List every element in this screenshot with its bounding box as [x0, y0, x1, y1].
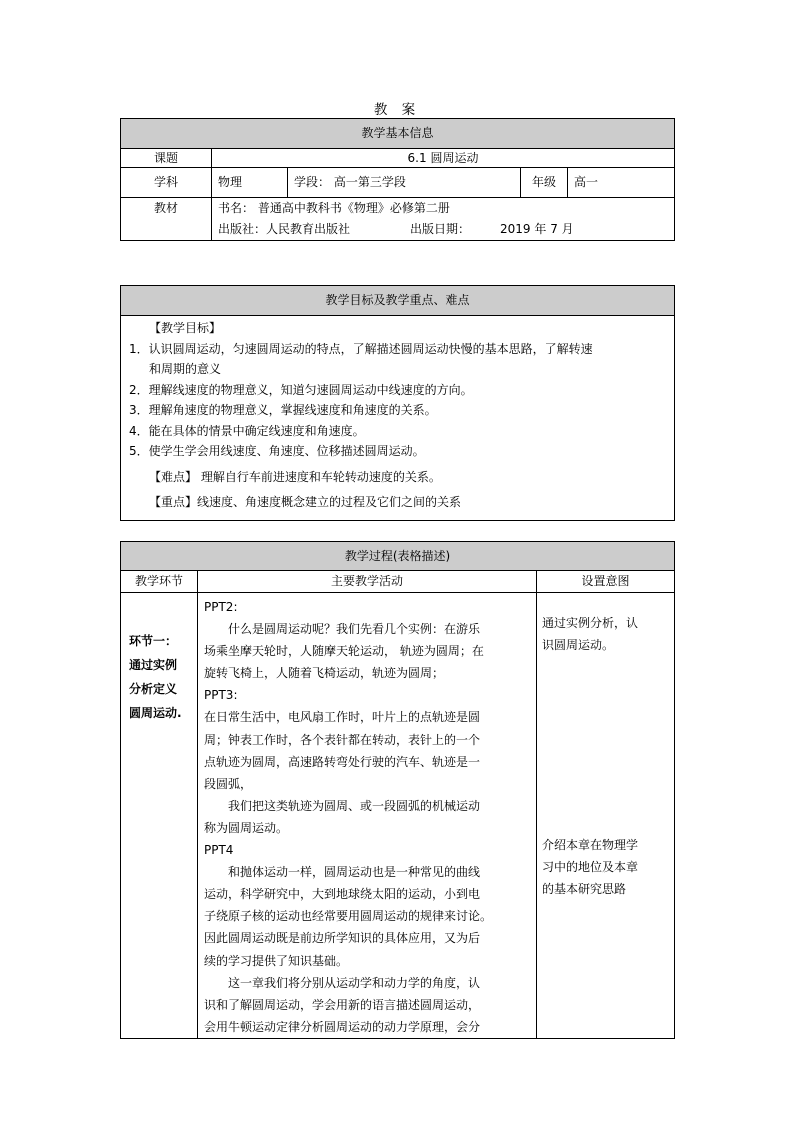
section-line: 通过实例: [129, 658, 178, 672]
goal-item-3: 3．理解角速度的物理意义，掌握线速度和角速度的关系。: [129, 403, 437, 417]
activity-line: 称为圆周运动。: [204, 820, 289, 835]
textbook-label: 教材: [121, 198, 212, 241]
ppt3-label: PPT3:: [204, 688, 238, 703]
activity-line: 我们把这类轨迹为圆周、或一段圆弧的机械运动: [228, 798, 481, 813]
document-title: 教 案: [373, 102, 421, 118]
activity-line: 这一章我们将分别从运动学和动力学的角度，认: [228, 975, 481, 990]
goal-item-1: 1．认识圆周运动，匀速圆周运动的特点，了解描述圆周运动快慢的基本思路，了解转速: [129, 341, 593, 356]
activity-line: 在日常生活中，电风扇工作时，叶片上的点轨迹是圆: [204, 710, 481, 725]
basic-info-header: 教学基本信息: [121, 119, 675, 149]
subject-value: 物理: [212, 168, 288, 198]
intent-cell: [537, 593, 675, 1039]
col-activity-header: 主要教学活动: [198, 571, 537, 593]
publisher-line: [218, 219, 668, 240]
process-table: [120, 541, 675, 1039]
activity-line: 旋转飞椅上，人随着飞椅运动，轨迹为圆周；: [204, 666, 445, 681]
goal-item-2: 2．理解线速度的物理意义，知道匀速圆周运动中线速度的方向。: [129, 382, 473, 397]
grade-label: 年级: [521, 168, 568, 198]
key-point-text: 【重点】线速度、角速度概念建立的过程及它们之间的关系: [149, 495, 462, 509]
activity-line: 点轨迹为圆周，高速路转弯处行驶的汽车、轨迹是一: [204, 754, 481, 769]
section-line: 环节一：: [129, 634, 178, 648]
activity-line: 段圆弧，: [204, 776, 253, 791]
ppt2-label: PPT2:: [204, 600, 238, 614]
activity-line: 续的学习提供了知识基础。: [204, 953, 349, 968]
activity-line: 识和了解圆周运动，学会用新的语言描述圆周运动，: [204, 997, 481, 1012]
intent-line: 识圆周运动。: [542, 638, 615, 652]
activity-line: 周；钟表工作时，各个表针都在转动，表针上的一个: [204, 732, 481, 747]
intent-line: 介绍本章在物理学: [542, 838, 639, 852]
ppt4-label: PPT4: [204, 843, 234, 858]
topic-value: 6.1 圆周运动: [212, 149, 675, 168]
objectives-table: [120, 285, 675, 521]
book-name-line: 书名： 普通高中教科书《物理》必修第二册: [218, 201, 450, 215]
publisher: 出版社：人民教育出版社: [218, 222, 351, 236]
goal-heading: 【教学目标】: [149, 321, 222, 335]
section-cell: [121, 593, 198, 1039]
intent-line: 通过实例分析，认: [542, 616, 639, 630]
objectives-content: [121, 316, 675, 521]
objectives-header: 教学目标及教学重点、难点: [121, 286, 675, 316]
topic-label: 课题: [121, 149, 212, 168]
textbook-info: [212, 198, 675, 241]
intent-line: 习中的地位及本章: [542, 860, 639, 874]
activity-line: 会用牛顿运动定律分析圆周运动的动力学原理，会分: [204, 1019, 481, 1034]
activity-line: 场乘坐摩天轮时，人随摩天轮运动， 轨迹为圆周；在: [204, 644, 484, 659]
activity-cell: [198, 593, 537, 1039]
difficulty-text: 【难点】 理解自行车前进速度和车轮转动速度的关系。: [149, 469, 441, 484]
activity-line: 因此圆周运动既是前边所学知识的具体应用，又为后: [204, 931, 481, 946]
section-line: 分析定义: [129, 682, 178, 696]
col-intent-header: 设置意图: [537, 571, 675, 593]
basic-info-table: [120, 118, 675, 241]
activity-line: 什么是圆周运动呢？我们先看几个实例：在游乐: [228, 622, 481, 637]
pub-date-label: 出版日期：: [410, 222, 471, 236]
goal-item-5: 5．使学生学会用线速度、角速度、位移描述圆周运动。: [129, 444, 425, 458]
activity-line: 子绕原子核的运动也经常要用圆周运动的规律来讨论。: [204, 909, 493, 924]
grade-value: 高一: [568, 168, 675, 198]
process-header: 教学过程(表格描述): [121, 542, 675, 571]
goal-item-1-cont: 和周期的意义: [149, 362, 222, 376]
intent-line: 的基本研究思路: [542, 882, 627, 896]
activity-line: 运动，科学研究中，大到地球绕太阳的运动，小到电: [204, 887, 481, 902]
goal-item-4: 4．能在具体的情景中确定线速度和角速度。: [129, 423, 365, 438]
activity-line: 和抛体运动一样，圆周运动也是一种常见的曲线: [228, 865, 481, 880]
subject-label: 学科: [121, 168, 212, 198]
section-line: 圆周运动.: [129, 706, 182, 720]
stage-text: 学段： 高一第三学段: [288, 168, 521, 198]
pub-date-value: 2019 年 7 月: [500, 222, 574, 236]
col-section-header: 教学环节: [121, 571, 198, 593]
